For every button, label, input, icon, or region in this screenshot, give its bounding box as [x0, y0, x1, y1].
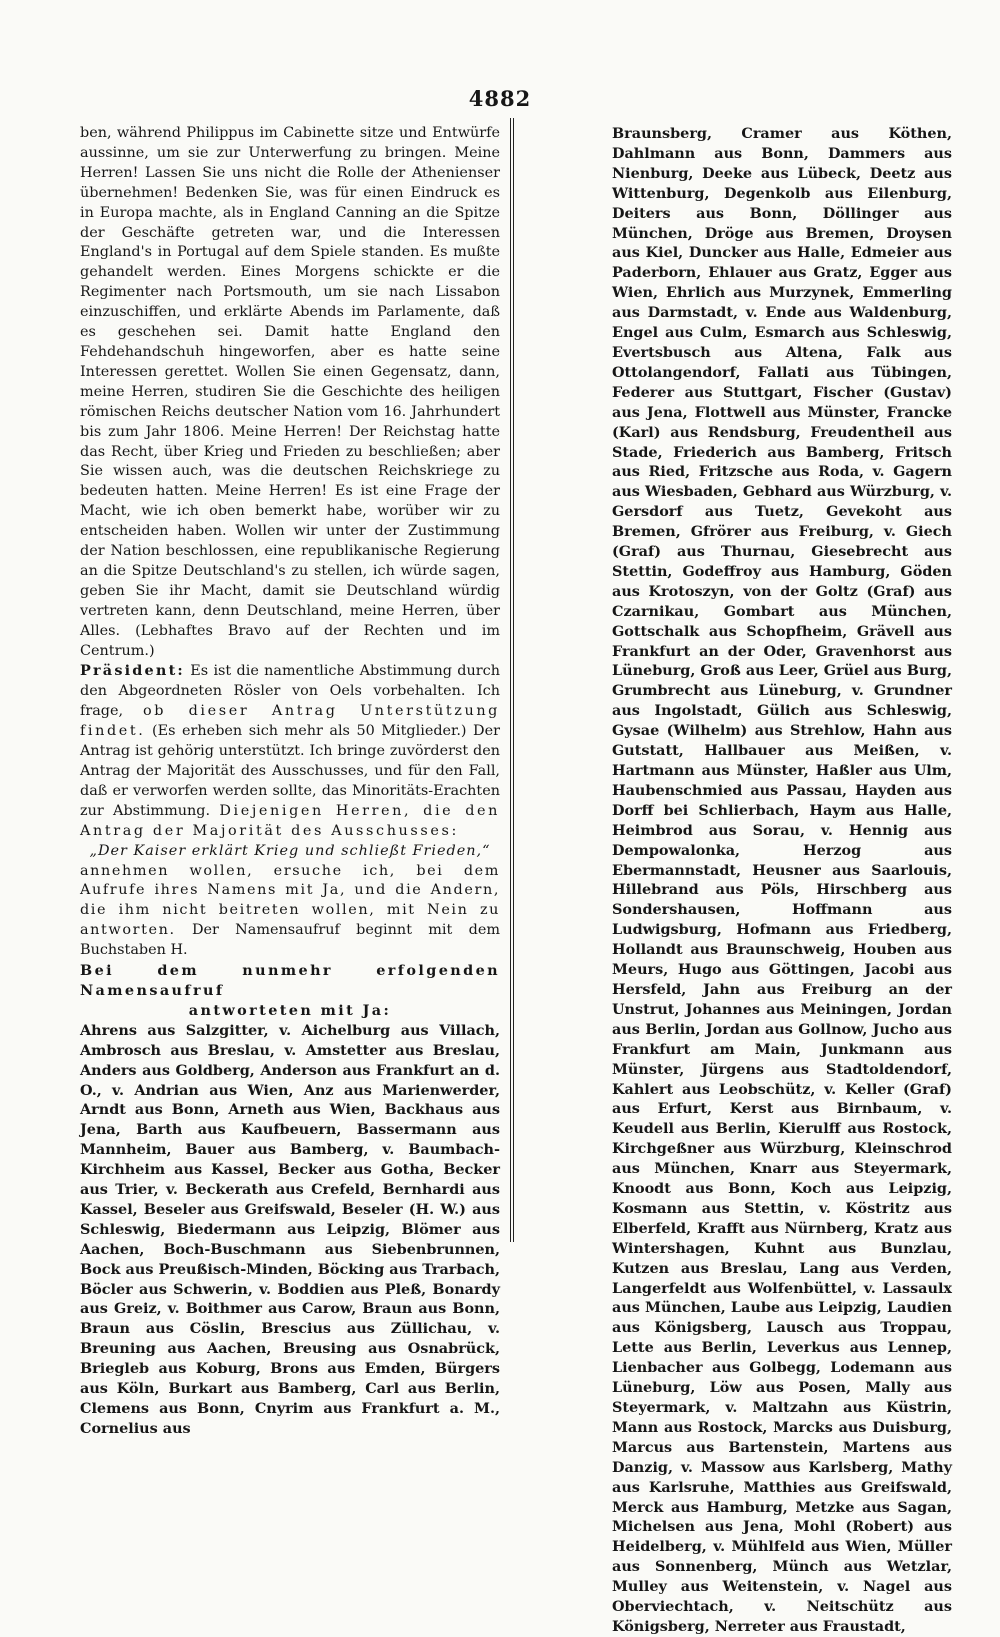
president-text-b: ob dieser Antrag Unterstützung findet. — [80, 703, 500, 740]
yes-voters-list-left: Ahrens aus Salzgitter, v. Aichelburg aus Villach, Ambrosch aus Breslau, v. Amstetter aus Breslau, Anders aus Goldberg, Anderson aus Frankfurt an d. O., v. Andrian aus Wien, Anz aus Marienwerder, Arndt aus Bonn, Arneth aus Wien, Backhaus aus Jena, Barth aus Kaufbeuern, Bassermann aus Mannheim, Bauer aus Bamberg, v. Baumbach-Kirchheim aus Kassel, Becker aus Gotha, Becker aus Trier, v. Beckerath aus Crefeld, Bernhardi aus Kassel, Beseler aus Greifswald, Beseler (H. W.) aus Schleswig, Biedermann aus Leipzig, Blömer aus Aachen, Boch-Buschmann aus Siebenbrunnen, Bock aus Preußisch-Minden, Böcking aus Trarbach, Böcler aus Schwerin, v. Boddien aus Pleß, Bonardy aus Greiz, v. Boithmer aus Carow, Braun aus Bonn, Braun aus Cöslin, Brescius aus Züllichau, v. Breuning aus Aachen, Breusing aus Osnabrück, Briegleb aus Koburg, Brons aus Emden, Bürgers aus Köln, Burkart aus Bamberg, Carl aus Berlin, Clemens aus Bonn, Cnyrim aus Frankfurt a. M., Cornelius aus — [80, 1021, 500, 1437]
president-text-c: (Es erheben sich mehr als 50 Mitglieder.) Der Antrag ist gehörig unterstützt. Ich bringe zuvörderst den Antrag der Majorität des Ausschusses, und für den Fall, daß er verworfen werden sollte, das Minoritäts-Erachten zur Abstimmung. — [80, 723, 500, 819]
yes-voters-list-right: Braunsberg, Cramer aus Köthen, Dahlmann aus Bonn, Dammers aus Nienburg, Deeke aus Lübeck, Deetz aus Wittenburg, Degenkolb aus Eilenburg, Deiters aus Bonn, Döllinger aus München, Dröge aus Bremen, Droysen aus Kiel, Duncker aus Halle, Edmeier aus Paderborn, Ehlauer aus Gratz, Egger aus Wien, Ehrlich aus Murzynek, Emmerling aus Darmstadt, v. Ende aus Waldenburg, Engel aus Culm, Esmarch aus Schleswig, Evertsbusch aus Altena, Falk aus Ottolangendorf, Fallati aus Tübingen, Federer aus Stuttgart, Fischer (Gustav) aus Jena, Flottwell aus Münster, Francke (Karl) aus Rendsburg, Freudentheil aus Stade, Friederich aus Bamberg, Fritsch aus Ried, Fritzsche aus Roda, v. Gagern aus Wiesbaden, Gebhard aus Würzburg, v. Gersdorf aus Tuetz, Gevekoht aus Bremen, Gfrörer aus Freiburg, v. Giech (Graf) aus Thurnau, Giesebrecht aus Stettin, Godeffroy aus Hamburg, Göden aus Krotoszyn, von der Goltz (Graf) aus Czarnikau, Gombart aus München, Gottschalk aus Schopfheim, Grävell aus Frankfurt an der Oder, Gravenhorst aus Lüneburg, Groß aus Leer, Grüel aus Burg, Grumbrecht aus Lüneburg, v. Grundner aus Ingolstadt, Gülich aus Schleswig, Gysae (Wilhelm) aus Strehlow, Hahn aus Gutstatt, Hallbauer aus Meißen, v. Hartmann aus Münster, Haßler aus Ulm, Haubenschmied aus Passau, Hayden aus Dorff bei Schlierbach, Haym aus Halle, Heimbrod aus Sorau, v. Hennig aus Dempowalonka, Herzog aus Ebermannstadt, Heusner aus Saarlouis, Hillebrand aus Pöls, Hirschberg aus Sondershausen, Hoffmann aus Ludwigsburg, Hofmann aus Friedberg, Hollandt aus Braunschweig, Houben aus Meurs, Hugo aus Göttingen, Jacobi aus Hersfeld, Jahn aus Freiburg an der Unstrut, Johannes aus Meiningen, Jordan aus Berlin, Jordan aus Gollnow, Jucho aus Frankfurt am Main, Junkmann aus Münster, Jürgens aus Stadtoldendorf, Kahlert aus Leobschütz, v. Keller (Graf) aus Erfurt, Kerst aus Birnbaum, v. Keudell aus Berlin, Kierulff aus Rostock, Kirchgeßner aus Würzburg, Kleinschrod aus München, Knarr aus Steyermark, Knoodt aus Bonn, Koch aus Leipzig, Kosmann aus Stettin, v. Köstritz aus Elberfeld, Krafft aus Nürnberg, Kratz aus Wintershagen, Kuhnt aus Bunzlau, Kutzen aus Breslau, Lang aus Verden, Langerfeldt aus Wolfenbüttel, v. Lassaulx aus München, Laube aus Leipzig, Laudien aus Königsberg, Lausch aus Troppau, Lette aus Berlin, Leverkus aus Lennep, Lienbacher aus Golbegg, Lodemann aus Lüneburg, Löw aus Posen, Mally aus Steyermark, v. Maltzahn aus Küstrin, Mann aus Rostock, Marcks aus Duisburg, Marcus aus Bartenstein, Martens aus Danzig, v. Massow aus Karlsberg, Mathy aus Karlsruhe, Matthies aus Greifswald, Merck aus Hamburg, Metzke aus Sagan, Michelsen aus Jena, Mohl (Robert) aus Heidelberg, v. Mühlfeld aus Wien, Müller aus Sonnenberg, Münch aus Wetzlar, Mulley aus Weitenstein, v. Nagel aus Oberviechtach, v. Neitschütz aus Königsberg, Nerreter aus Fraustadt, — [612, 125, 952, 1635]
speech-paragraph: ben, während Philippus im Cabinette sitze und Entwürfe aussinne, um sie zur Unterwerfung zu bringen. Meine Herren! Lassen Sie uns nicht die Rolle der Athenienser übernehmen! Bedenken Sie, was für einen Eindruck es in Europa machte, als in England Canning an die Spitze der Geschäfte getreten war, und die Interessen England's in Portugal auf dem Spiele standen. Es mußte gehandelt werden. Eines Morgens schickte er die Regimenter nach Portsmouth, um sie nach Lissabon einzuschiffen, und erklärte Abends im Parlamente, daß es geschehen sei. Damit hatte England den Fehdehandschuh hingeworfen, aber es hatte seine Interessen gerettet. Wollen Sie einen Gegensatz, dann, meine Herren, studiren Sie die Geschichte des heiligen römischen Reichs deutscher Nation vom 16. Jahrhundert bis zum Jahr 1806. Meine Herren! Der Reichstag hatte das Recht, über Krieg und Frieden zu beschließen; aber Sie wissen auch, was die deutschen Reichskriege zu bedeuten hatten. Meine Herren! Es ist eine Frage der Macht, wie ich oben bemerkt habe, worüber wir zu entscheiden haben. Wollen wir unter der Zustimmung der Nation beschlossen, eine republikanische Regierung an die Spitze Deutschland's zu stellen, ich würde sagen, geben Sie ihr Macht, damit sie Deutschland würdig vertreten kann, denn Deutschland, meine Herren, über Alles. (Lebhaftes Bravo auf der Rechten und im Centrum.) — [80, 125, 500, 659]
president-text-a: Es ist die namentliche Abstimmung durch den Abgeordneten Rösler von Oels vorbehalten. Ich frage, — [80, 663, 500, 720]
voting-instruction-b: Der Namensaufruf beginnt mit dem Buchstaben H. — [80, 922, 500, 959]
column-divider — [510, 118, 514, 1242]
page-number: 4882 — [468, 86, 532, 111]
right-column — [612, 124, 952, 1637]
speaker-label: Präsident: — [80, 662, 185, 680]
vote-heading-line2: antworteten mit Ja: — [188, 1001, 392, 1019]
vote-heading-line1: Bei dem nunmehr erfolgenden Namensaufruf — [80, 962, 500, 999]
voting-instruction-a: annehmen wollen, ersuche ich, bei dem Aufrufe ihres Namens mit Ja, und die Andern, die ihm nicht beitreten wollen, mit Nein zu antworten. — [80, 862, 500, 939]
left-column — [80, 124, 500, 1439]
voting-instruction — [80, 862, 500, 962]
motion-quote: „Der Kaiser erklärt Krieg und schließt Frieden,“ — [89, 842, 491, 859]
president-paragraph — [80, 661, 500, 841]
president-text-d: Diejenigen Herren, die den Antrag der Majorität des Ausschusses: — [80, 802, 500, 839]
